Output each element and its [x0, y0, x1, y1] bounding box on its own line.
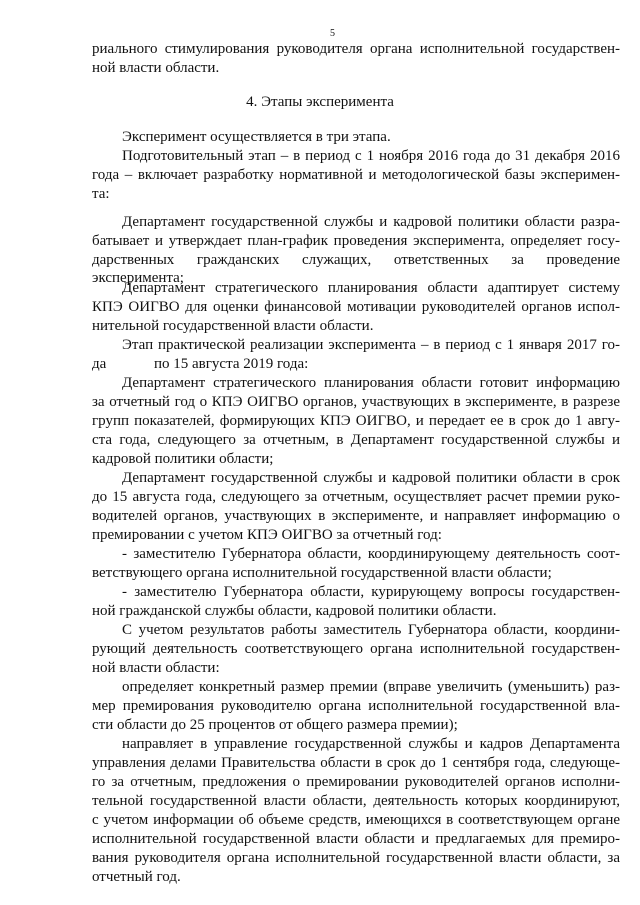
text-line: вания руководителя органа исполнительной государственной власти области, за — [92, 850, 620, 866]
text-line: до 15 августа года, следующего за отчетным, осуществляет расчет премии руко- — [92, 489, 620, 505]
text-line: направляет в управление государственной службы и кадров Департамента — [122, 736, 620, 752]
section-heading: 4. Этапы эксперимента — [246, 94, 394, 110]
text-line: го за отчетным, предложения о премировании руководителей органов исполни- — [92, 774, 620, 790]
text-line: кадровой политики области; — [92, 451, 274, 467]
text-line: Департамент государственной службы и кадровой политики области разра- — [122, 214, 620, 230]
text-line: С учетом результатов работы заместитель Губернатора области, координи- — [122, 622, 620, 638]
text-line: премировании с учетом КПЭ ОИГВО за отчетный год: — [92, 527, 442, 543]
text-line: Департамент стратегического планирования области готовит информацию — [122, 375, 620, 391]
page-number: 5 — [330, 28, 335, 39]
text-line: ветствующего органа исполнительной государственной власти области; — [92, 565, 552, 581]
text-line: КПЭ ОИГВО для оценки финансовой мотивации руководителей органов испол- — [92, 299, 620, 315]
text-line: дарственных гражданских служащих, ответственных за проведение эксперимента; — [92, 252, 620, 286]
text-line: года – включает разработку нормативной и методологической базы эксперимен- — [92, 167, 620, 183]
text-line: ной гражданской службы области, кадровой политики области. — [92, 603, 497, 619]
text-line: тельной государственной власти области, деятельность которых координируют, — [92, 793, 620, 809]
text-line: риального стимулирования руководителя органа исполнительной государствен- — [92, 41, 620, 57]
text-line: та: — [92, 186, 110, 202]
text-line: Департамент государственной службы и кадровой политики области в срок — [122, 470, 620, 486]
text-line: мер премирования руководителю органа исполнительной государственной вла- — [92, 698, 620, 714]
text-line: Эксперимент осуществляется в три этапа. — [122, 129, 391, 145]
text-line: рующий деятельность соответствующего органа исполнительной государствен- — [92, 641, 620, 657]
text-line: ста года, следующего за отчетным, в Департамент государственной службы и — [92, 432, 620, 448]
text-line: Департамент стратегического планирования области адаптирует систему — [122, 280, 620, 296]
text-line: нительной государственной власти области. — [92, 318, 374, 334]
text-line: батывает и утверждает план-график проведения эксперимента, определяет госу- — [92, 233, 620, 249]
text-line: управления делами Правительства области в срок до 1 сентября года, следующе- — [92, 755, 620, 771]
text-line: исполнительной государственной власти области и предлагаемых для премиро- — [92, 831, 620, 847]
text-line: определяет конкретный размер премии (вправе увеличить (уменьшить) раз- — [122, 679, 620, 695]
text-line: с учетом информации об объеме средств, имеющихся в соответствующем органе — [92, 812, 620, 828]
text-line: водителей органов, участвующих в эксперименте, и направляет информацию о — [92, 508, 620, 524]
text-line: групп показателей, формирующих КПЭ ОИГВО, и передает ее в срок до 1 авгу- — [92, 413, 620, 429]
text-line: Этап практической реализации эксперимента – в период с 1 января 2017 го- — [122, 337, 620, 353]
text-line: отчетный год. — [92, 869, 181, 885]
text-line: Подготовительный этап – в период с 1 ноября 2016 года до 31 декабря 2016 — [122, 148, 620, 164]
text-line: ной власти области. — [92, 60, 220, 76]
text-line: по 15 августа 2019 года: — [154, 356, 309, 372]
text-line: - заместителю Губернатора области, координирующему деятельность соот- — [122, 546, 620, 562]
text-line: ной власти области: — [92, 660, 220, 676]
text-line: да — [92, 356, 107, 372]
text-line: - заместителю Губернатора области, курирующему вопросы государствен- — [122, 584, 620, 600]
text-line: за отчетный год о КПЭ ОИГВО органов, участвующих в эксперименте, в разрезе — [92, 394, 620, 410]
text-line: сти области до 25 процентов от общего размера премии); — [92, 717, 458, 733]
